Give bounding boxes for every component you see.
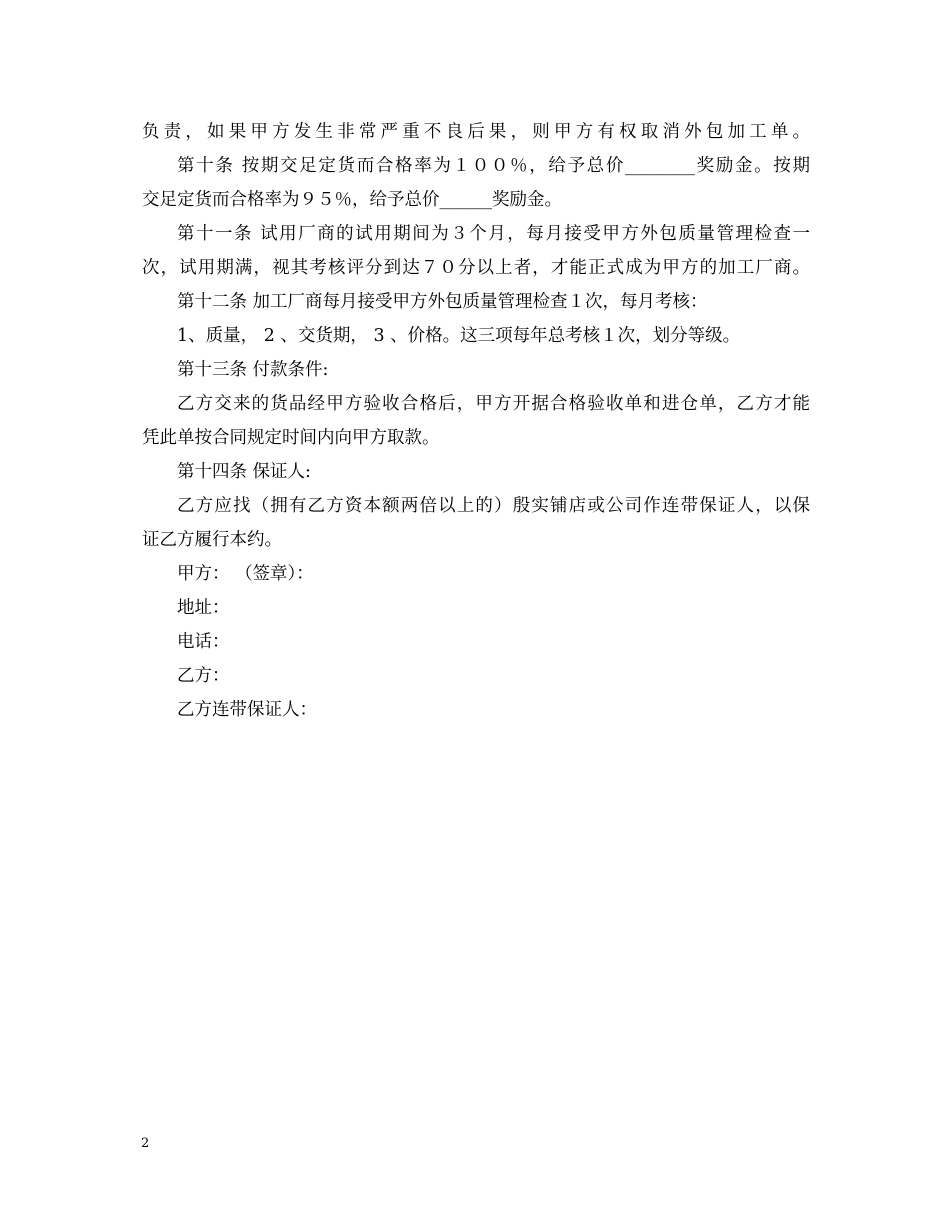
article-13-continuation: 凭此单按合同规定时间内向甲方取款。 xyxy=(142,428,440,448)
article-13-heading: 第十三条 付款条件: xyxy=(177,360,329,380)
address-field: 地址： xyxy=(177,598,230,618)
article-12-items: 1、质量， 2 、交货期， 3 、价格。这三项每年总考核１次，划分等级。 xyxy=(177,326,741,346)
article-12-line: 第十二条 加工厂商每月接受甲方外包质量管理检查１次，每月考核： xyxy=(177,292,708,312)
article-10-line: 第十条 按期交足定货而合格率为１００％，给予总价________奖励金。按期 xyxy=(177,156,810,176)
article-14-continuation: 证乙方履行本约。 xyxy=(142,530,282,550)
article-10-continuation: 交足定货而合格率为９５％，给予总价______奖励金。 xyxy=(142,190,562,210)
guarantor-field: 乙方连带保证人： xyxy=(177,700,317,720)
article-13-body: 乙方交来的货品经甲方验收合格后，甲方开据合格验收单和进仓单，乙方才能 xyxy=(177,394,810,414)
article-11-line: 第十一条 试用厂商的试用期间为３个月，每月接受甲方外包质量管理检查一 xyxy=(177,224,810,244)
document-body xyxy=(142,115,810,727)
paragraph-line: 负责，如果甲方发生非常严重不良后果，则甲方有权取消外包加工单。 xyxy=(142,122,810,142)
article-14-body: 乙方应找（拥有乙方资本额两倍以上的）殷实铺店或公司作连带保证人，以保 xyxy=(177,496,810,516)
party-b-field: 乙方： xyxy=(177,666,230,686)
phone-field: 电话： xyxy=(177,632,230,652)
article-11-continuation: 次，试用期满，视其考核评分到达７０分以上者，才能正式成为甲方的加工厂商。 xyxy=(142,258,810,278)
page-number: 2 xyxy=(141,1136,150,1151)
party-a-signature: 甲方： （签章）： xyxy=(177,564,314,584)
article-14-heading: 第十四条 保证人: xyxy=(177,462,311,482)
